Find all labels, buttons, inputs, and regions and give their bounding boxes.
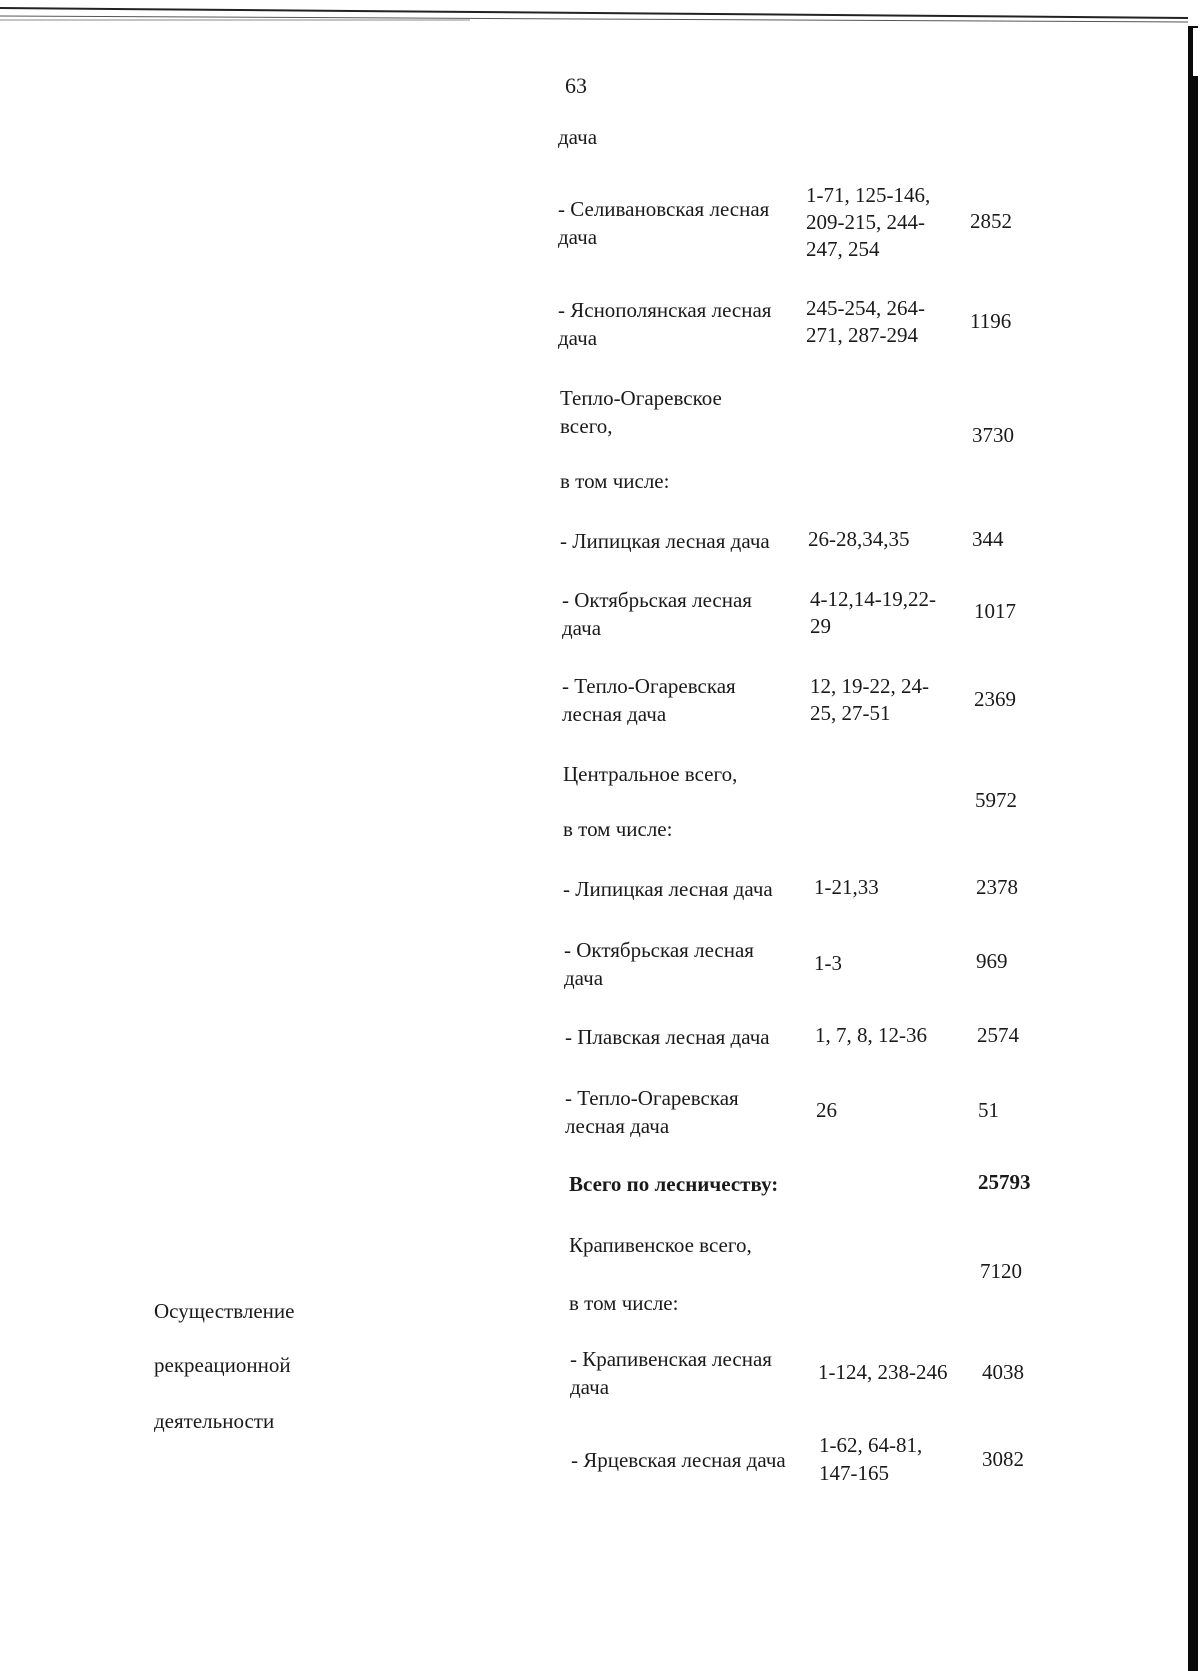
row-quarters: 4-12,14-19,22- <box>810 587 936 611</box>
row-quarters: 147-165 <box>819 1461 889 1485</box>
row-quarters: 29 <box>810 614 831 638</box>
row-area: 51 <box>978 1098 999 1122</box>
row-name: в том числе: <box>563 817 673 841</box>
forestry-total-label: Всего по лесничеству: <box>569 1172 779 1196</box>
forestry-total-area: 25793 <box>978 1170 1031 1194</box>
row-name: дача <box>562 616 602 640</box>
row-name: - Октябрьская лесная <box>564 938 754 962</box>
row-quarters: 245-254, 264- <box>806 296 925 320</box>
row-quarters: 1-124, 238-246 <box>818 1360 948 1384</box>
row-name: в том числе: <box>560 469 670 493</box>
row-area: 2574 <box>977 1023 1019 1047</box>
row-quarters: 1-71, 125-146, <box>806 183 931 207</box>
activity-line: деятельности <box>154 1409 275 1433</box>
row-area: 5972 <box>975 788 1017 812</box>
scan-right-edge-gap <box>1193 28 1200 76</box>
row-name: Крапивенское всего, <box>569 1233 752 1257</box>
row-name: - Яснополянская лесная <box>558 298 772 322</box>
row-name: лесная дача <box>565 1114 670 1138</box>
row-name: всего, <box>560 414 613 438</box>
row-area: 7120 <box>980 1259 1022 1283</box>
row-quarters: 26 <box>816 1098 837 1122</box>
row-area: 3730 <box>972 423 1014 447</box>
row-quarters: 26-28,34,35 <box>808 527 910 551</box>
row-name: - Крапивенская лесная <box>570 1347 772 1371</box>
row-area: 1017 <box>974 599 1016 623</box>
row-name: - Липицкая лесная дача <box>560 529 770 553</box>
row-name: Центральное всего, <box>563 762 738 786</box>
row-area: 3082 <box>982 1447 1024 1471</box>
row-name: - Октябрьская лесная <box>562 588 752 612</box>
row-name: Тепло-Огаревское <box>560 386 722 410</box>
row-area: 2852 <box>970 209 1012 233</box>
row-name: дача <box>558 326 598 350</box>
row-quarters: 1-21,33 <box>814 875 879 899</box>
row-name: - Ярцевская лесная дача <box>571 1448 786 1472</box>
row-quarters: 25, 27-51 <box>810 701 891 725</box>
row-quarters: 1, 7, 8, 12-36 <box>815 1023 927 1047</box>
row-area: 1196 <box>970 309 1012 333</box>
row-name: лесная дача <box>562 702 667 726</box>
row-name: в том числе: <box>569 1291 679 1315</box>
row-quarters: 247, 254 <box>806 237 880 261</box>
row-quarters: 12, 19-22, 24- <box>810 674 929 698</box>
page-number: 63 <box>565 73 587 98</box>
row-area: 4038 <box>982 1360 1024 1384</box>
row-quarters: 209-215, 244- <box>806 210 925 234</box>
scan-right-edge-bar <box>1188 26 1198 1671</box>
row-quarters: 1-62, 64-81, <box>819 1433 923 1457</box>
row-name: - Липицкая лесная дача <box>563 877 773 901</box>
row-area: 344 <box>972 527 1004 551</box>
row-area: 2378 <box>976 875 1018 899</box>
row-name: - Селивановская лесная <box>558 197 770 221</box>
row-name: - Плавская лесная дача <box>565 1025 770 1049</box>
row-quarters: 271, 287-294 <box>806 323 918 347</box>
row-name: дача <box>564 966 604 990</box>
row-name: - Тепло-Огаревская <box>565 1086 739 1110</box>
row-name: дача <box>570 1375 610 1399</box>
row-area: 2369 <box>974 687 1016 711</box>
activity-line: рекреационной <box>154 1353 291 1377</box>
continued-fragment: дача <box>558 125 598 149</box>
row-quarters: 1-3 <box>814 951 842 975</box>
row-area: 969 <box>976 949 1008 973</box>
scan-top-edge-line <box>0 6 1200 28</box>
activity-line: Осуществление <box>154 1299 295 1323</box>
row-name: - Тепло-Огаревская <box>562 674 736 698</box>
row-name: дача <box>558 225 598 249</box>
